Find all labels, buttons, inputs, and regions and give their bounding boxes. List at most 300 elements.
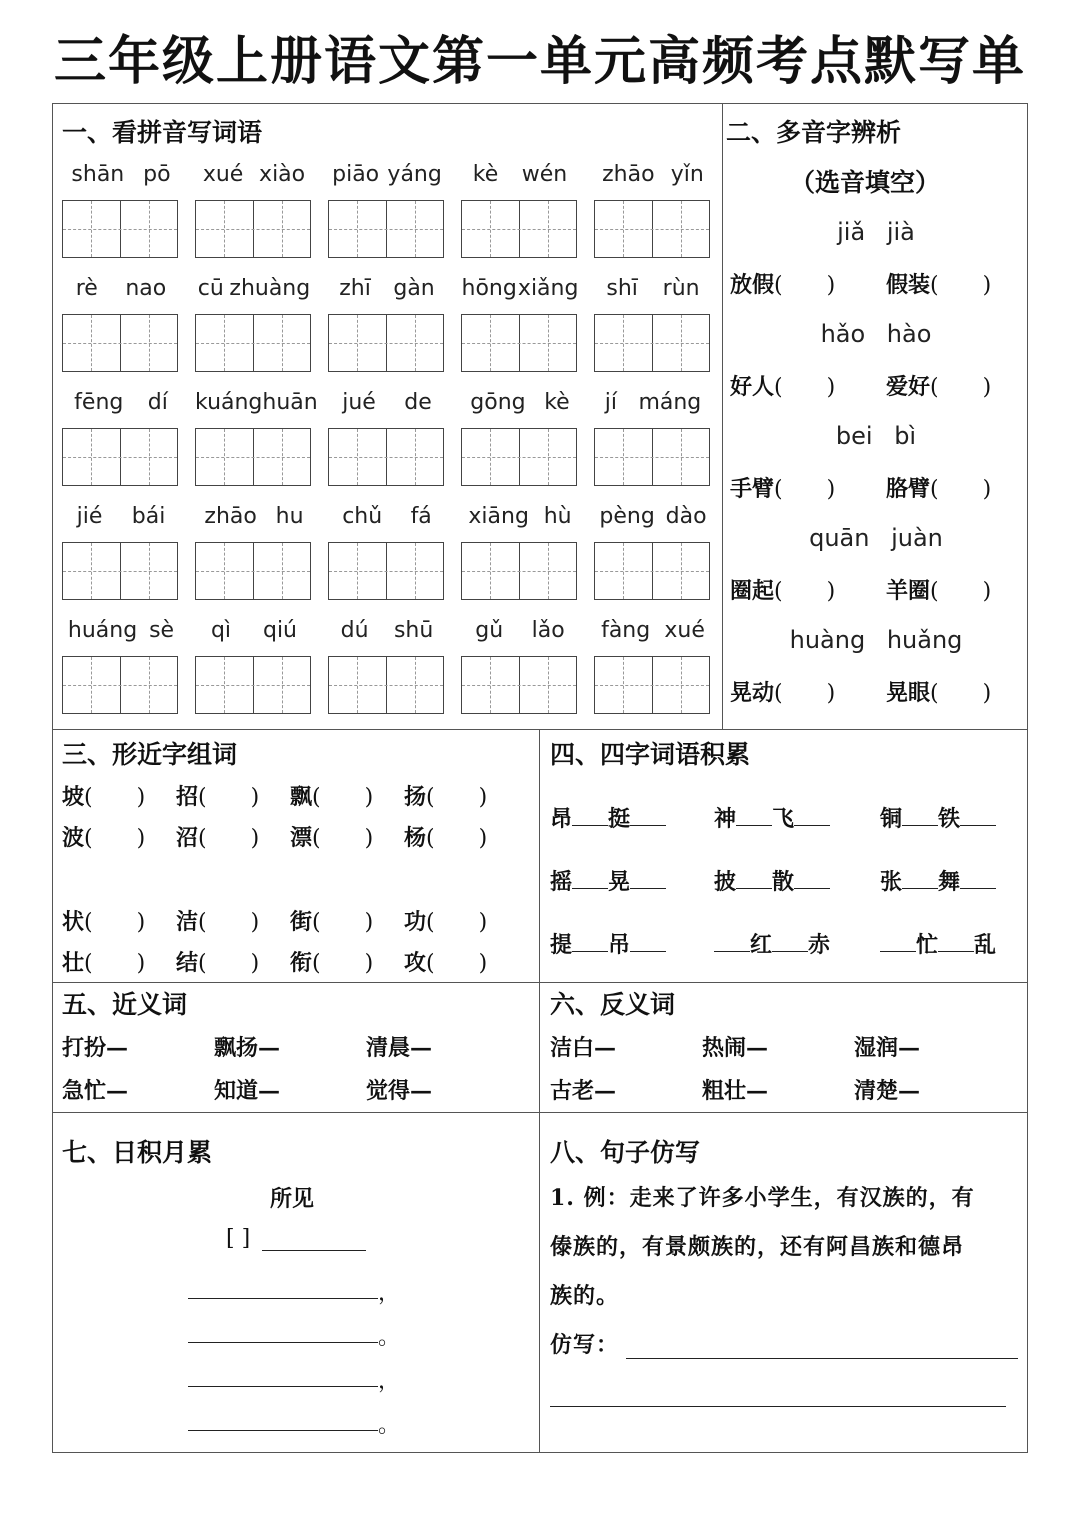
word-text: 爱好 — [886, 374, 931, 400]
answer-blank[interactable] — [714, 931, 750, 952]
writing-box[interactable] — [594, 428, 710, 486]
writing-box[interactable] — [594, 542, 710, 600]
char-item — [404, 780, 487, 811]
writing-box[interactable] — [62, 428, 178, 486]
pinyin-label — [195, 162, 313, 187]
idiom-item — [550, 928, 666, 959]
word-text: 湿润— — [854, 1035, 921, 1061]
writing-box[interactable] — [195, 200, 311, 258]
writing-box[interactable] — [62, 542, 178, 600]
idiom-item — [550, 865, 666, 896]
writing-box[interactable] — [62, 200, 178, 258]
answer-blank[interactable]: ( ) — [774, 477, 836, 502]
answer-blank[interactable] — [902, 805, 938, 826]
poem-line[interactable] — [188, 1386, 378, 1387]
word-text: 假装 — [886, 272, 931, 298]
pinyin-syllable: fēng — [74, 390, 124, 415]
word-text: 晃动 — [730, 680, 775, 706]
example-line-1: 1. 例：走来了许多小学生，有汉族的，有 — [550, 1185, 975, 1211]
author-bracket: [ ] — [226, 1226, 251, 1251]
writing-box[interactable] — [328, 542, 444, 600]
pinyin-label — [328, 162, 446, 187]
answer-blank[interactable] — [794, 805, 830, 826]
divider — [52, 1112, 1028, 1113]
pinyin-label — [328, 276, 446, 301]
word-b — [886, 268, 991, 299]
divider — [52, 982, 1028, 983]
word-item — [550, 1074, 616, 1105]
idiom-char: 披 — [714, 869, 737, 895]
char-text: 沼 — [176, 825, 199, 851]
pinyin-syllable: bái — [131, 504, 166, 529]
pinyin-syllable: yǐn — [670, 162, 704, 187]
answer-blank[interactable]: ( ) — [84, 951, 146, 976]
section-title: 八、句子仿写 — [550, 1138, 701, 1167]
guide-line — [329, 571, 443, 572]
pinyin-syllable: huān — [262, 390, 318, 415]
pinyin-label — [62, 618, 180, 643]
answer-blank[interactable]: ( ) — [198, 785, 260, 810]
answer-blank[interactable]: ( ) — [930, 579, 992, 604]
poem-author — [226, 1226, 250, 1251]
guide-line — [462, 343, 576, 344]
divider — [539, 729, 540, 1453]
word-text: 手臂 — [730, 476, 775, 502]
idiom-item — [880, 928, 996, 959]
idiom-item — [550, 802, 666, 833]
poem-line[interactable] — [188, 1430, 378, 1431]
pinyin-syllable: huáng — [67, 618, 138, 643]
pinyin-label — [328, 504, 446, 529]
section-title: 三、形近字组词 — [62, 740, 238, 769]
writing-box[interactable] — [461, 428, 577, 486]
answer-blank[interactable]: ( ) — [198, 826, 260, 851]
word-item — [702, 1031, 768, 1062]
pinyin-syllable: cū — [197, 276, 224, 301]
punctuation: ， — [378, 1281, 401, 1306]
page-title: 三年级上册语文第一单元高频考点默写单 — [53, 31, 1026, 92]
pinyin-syllable: piāo — [332, 162, 380, 187]
writing-box[interactable] — [461, 200, 577, 258]
pinyin-syllable: fàng — [601, 618, 651, 643]
guide-line — [63, 571, 177, 572]
idiom-char: 神 — [714, 806, 737, 832]
answer-blank[interactable]: ( ) — [930, 375, 992, 400]
pinyin-syllable: dú — [340, 618, 369, 643]
answer-blank[interactable]: ( ) — [930, 681, 992, 706]
writing-box[interactable] — [195, 656, 311, 714]
pinyin-syllable: jí — [604, 390, 617, 415]
punctuation: 。 — [378, 1413, 401, 1438]
answer-blank[interactable]: ( ) — [426, 910, 488, 935]
char-text: 洁 — [176, 909, 199, 935]
writing-box[interactable] — [195, 428, 311, 486]
idiom-char: 铁 — [938, 806, 961, 832]
answer-blank[interactable] — [736, 868, 772, 889]
section-title: 四、四字词语积累 — [550, 740, 751, 769]
pinyin-syllable: xiào — [259, 162, 306, 187]
answer-blank[interactable] — [572, 931, 608, 952]
char-text: 招 — [176, 784, 199, 810]
idiom-char: 赤 — [808, 932, 831, 958]
guide-line — [595, 571, 709, 572]
pinyin-label — [328, 618, 446, 643]
pinyin-syllable: qiú — [262, 618, 298, 643]
imitate-label: 仿写： — [550, 1332, 620, 1358]
poem-title: 所见 — [270, 1186, 315, 1212]
pinyin-label — [461, 390, 579, 415]
guide-line — [63, 685, 177, 686]
pinyin-syllable: sè — [149, 618, 175, 643]
pinyin-syllable: hu — [275, 504, 304, 529]
pinyin-syllable: gàn — [393, 276, 435, 301]
word-text: 粗壮— — [702, 1078, 769, 1104]
char-text: 坡 — [62, 784, 85, 810]
pinyin-syllable: xué — [202, 162, 244, 187]
word-text: 热闹— — [702, 1035, 769, 1061]
idiom-item — [880, 802, 996, 833]
answer-blank[interactable] — [794, 868, 830, 889]
word-b — [886, 574, 991, 605]
pinyin-label — [461, 618, 579, 643]
answer-blank[interactable]: ( ) — [930, 273, 992, 298]
section-title: 六、反义词 — [550, 990, 676, 1019]
pinyin-label — [62, 504, 180, 529]
word-a — [730, 472, 835, 503]
char-text: 飘 — [290, 784, 313, 810]
word-text: 圈起 — [730, 578, 775, 604]
guide-line — [329, 343, 443, 344]
word-text: 胳臂 — [886, 476, 931, 502]
guide-line — [63, 457, 177, 458]
pinyin-syllable: hōng — [461, 276, 517, 301]
answer-blank[interactable] — [960, 868, 996, 889]
writing-box[interactable] — [461, 314, 577, 372]
word-a — [730, 676, 835, 707]
punctuation: ， — [378, 1369, 401, 1394]
pinyin-syllable: gǔ — [475, 618, 504, 643]
char-item — [290, 780, 373, 811]
guide-line — [196, 571, 310, 572]
pinyin-syllable: jué — [342, 390, 376, 415]
pinyin-label — [594, 390, 712, 415]
pinyin-syllable: chǔ — [342, 504, 383, 529]
char-item — [62, 905, 145, 936]
pinyin-syllable: hù — [543, 504, 572, 529]
example-line-2: 傣族的，有景颇族的，还有阿昌族和德昂 — [550, 1234, 965, 1260]
pinyin-syllable: kè — [472, 162, 499, 187]
idiom-char: 昂 — [550, 806, 573, 832]
pinyin-syllable: fá — [410, 504, 432, 529]
pinyin-label — [594, 276, 712, 301]
word-text: 急忙— — [62, 1078, 129, 1104]
char-text: 结 — [176, 950, 199, 976]
pinyin-syllable: gōng — [470, 390, 526, 415]
writing-box[interactable] — [328, 428, 444, 486]
word-text: 觉得— — [366, 1078, 433, 1104]
answer-blank[interactable]: ( ) — [774, 375, 836, 400]
pinyin-syllable: shān — [71, 162, 125, 187]
pinyin-label — [195, 390, 318, 415]
answer-blank[interactable]: ( ) — [930, 477, 992, 502]
guide-line — [196, 685, 310, 686]
pinyin-label — [195, 504, 313, 529]
pinyin-syllable: zhāo — [204, 504, 257, 529]
idiom-char: 舞 — [938, 869, 961, 895]
answer-blank[interactable] — [880, 931, 916, 952]
guide-line — [196, 343, 310, 344]
writing-box[interactable] — [62, 656, 178, 714]
guide-line — [329, 229, 443, 230]
answer-blank[interactable] — [572, 805, 608, 826]
char-item — [176, 780, 259, 811]
char-text: 杨 — [404, 825, 427, 851]
pinyin-label — [461, 276, 579, 301]
pinyin-syllable: pō — [143, 162, 171, 187]
pinyin-syllable: dào — [665, 504, 707, 529]
idiom-char: 红 — [750, 932, 773, 958]
char-item — [290, 946, 373, 977]
pinyin-syllable: xiāng — [468, 504, 529, 529]
pinyin-options: huàng huǎng — [789, 626, 963, 654]
answer-blank[interactable] — [630, 931, 666, 952]
answer-blank[interactable]: ( ) — [312, 785, 374, 810]
answer-blank[interactable] — [630, 805, 666, 826]
answer-blank[interactable]: ( ) — [426, 826, 488, 851]
example-line-3: 族的。 — [550, 1283, 620, 1309]
imitate-line-1[interactable] — [626, 1358, 1018, 1359]
answer-blank[interactable]: ( ) — [312, 951, 374, 976]
guide-line — [63, 229, 177, 230]
pinyin-syllable: jié — [76, 504, 103, 529]
word-b — [886, 370, 991, 401]
pinyin-label — [62, 276, 180, 301]
pinyin-syllable: dí — [147, 390, 168, 415]
divider — [52, 729, 1028, 730]
pinyin-options: quān juàn — [809, 524, 943, 552]
word-text: 清晨— — [366, 1035, 433, 1061]
pinyin-syllable: yáng — [387, 162, 442, 187]
pinyin-syllable: pèng — [599, 504, 655, 529]
writing-box[interactable] — [594, 200, 710, 258]
answer-blank[interactable]: ( ) — [84, 910, 146, 935]
char-text: 衔 — [290, 950, 313, 976]
subtitle-text: （选音填空） — [790, 168, 941, 197]
word-b — [886, 676, 991, 707]
answer-blank[interactable]: ( ) — [312, 826, 374, 851]
word-item — [366, 1031, 432, 1062]
pinyin-options: jiǎ jià — [837, 218, 915, 246]
guide-line — [196, 457, 310, 458]
answer-blank[interactable]: ( ) — [426, 951, 488, 976]
answer-blank[interactable] — [572, 868, 608, 889]
word-text: 知道— — [214, 1078, 281, 1104]
word-text: 晃眼 — [886, 680, 931, 706]
answer-blank[interactable] — [772, 931, 808, 952]
idiom-char: 张 — [880, 869, 903, 895]
word-item — [214, 1031, 280, 1062]
guide-line — [595, 457, 709, 458]
pinyin-label — [594, 618, 712, 643]
pinyin-syllable: rè — [75, 276, 98, 301]
answer-blank[interactable] — [736, 805, 772, 826]
writing-box[interactable] — [461, 542, 577, 600]
char-item — [404, 905, 487, 936]
pinyin-syllable: kè — [544, 390, 570, 415]
writing-box[interactable] — [461, 656, 577, 714]
pinyin-label — [195, 618, 313, 643]
guide-line — [595, 685, 709, 686]
pinyin-label — [62, 162, 180, 187]
char-item — [176, 946, 259, 977]
guide-line — [329, 457, 443, 458]
punctuation: 。 — [378, 1325, 401, 1350]
char-item — [62, 821, 145, 852]
pinyin-label — [195, 276, 313, 301]
guide-line — [462, 457, 576, 458]
char-item — [404, 946, 487, 977]
writing-box[interactable] — [62, 314, 178, 372]
guide-line — [595, 229, 709, 230]
pinyin-label — [461, 162, 579, 187]
answer-blank[interactable]: ( ) — [774, 681, 836, 706]
char-text: 攻 — [404, 950, 427, 976]
answer-blank[interactable]: ( ) — [426, 785, 488, 810]
idiom-item — [880, 865, 996, 896]
pinyin-syllable: de — [404, 390, 432, 415]
word-item — [854, 1074, 920, 1105]
writing-box[interactable] — [328, 314, 444, 372]
word-text: 飘扬— — [214, 1035, 281, 1061]
word-text: 古老— — [550, 1078, 617, 1104]
answer-blank[interactable] — [630, 868, 666, 889]
guide-line — [462, 685, 576, 686]
answer-blank[interactable] — [960, 805, 996, 826]
char-text: 扬 — [404, 784, 427, 810]
idiom-char: 晃 — [608, 869, 631, 895]
section-subtitle — [790, 168, 940, 198]
word-text: 洁白— — [550, 1035, 617, 1061]
writing-box[interactable] — [195, 314, 311, 372]
guide-line — [462, 571, 576, 572]
pinyin-syllable: qì — [210, 618, 232, 643]
answer-blank[interactable]: ( ) — [312, 910, 374, 935]
writing-box[interactable] — [328, 200, 444, 258]
char-text: 壮 — [62, 950, 85, 976]
pinyin-syllable: máng — [638, 390, 702, 415]
pinyin-syllable: zhāo — [602, 162, 655, 187]
pinyin-label — [594, 162, 712, 187]
pinyin-syllable: xiǎng — [517, 276, 579, 301]
guide-line — [462, 229, 576, 230]
divider — [722, 103, 723, 730]
idiom-char: 提 — [550, 932, 573, 958]
idiom-char: 散 — [772, 869, 795, 895]
answer-blank[interactable]: ( ) — [198, 910, 260, 935]
answer-blank[interactable]: ( ) — [84, 785, 146, 810]
char-item — [290, 905, 373, 936]
idiom-item — [714, 865, 830, 896]
char-text: 状 — [62, 909, 85, 935]
pinyin-syllable: wén — [521, 162, 568, 187]
idiom-item — [714, 802, 830, 833]
author-line[interactable] — [262, 1250, 366, 1251]
section-title: 五、近义词 — [62, 990, 188, 1019]
idiom-char: 乱 — [974, 932, 997, 958]
char-item — [62, 780, 145, 811]
char-text: 漂 — [290, 825, 313, 851]
answer-blank[interactable]: ( ) — [198, 951, 260, 976]
word-a — [730, 574, 835, 605]
section-title: 二、多音字辨析 — [726, 118, 902, 147]
char-item — [290, 821, 373, 852]
char-item — [62, 946, 145, 977]
word-a — [730, 370, 835, 401]
poem-line[interactable] — [188, 1342, 378, 1343]
answer-blank[interactable] — [902, 868, 938, 889]
pinyin-syllable: lǎo — [531, 618, 565, 643]
writing-box[interactable] — [195, 542, 311, 600]
word-text: 打扮— — [62, 1035, 129, 1061]
word-a — [730, 268, 835, 299]
word-text: 放假 — [730, 272, 775, 298]
word-item — [366, 1074, 432, 1105]
answer-blank[interactable]: ( ) — [774, 273, 836, 298]
word-item — [702, 1074, 768, 1105]
pinyin-syllable: shī — [606, 276, 638, 301]
char-text: 街 — [290, 909, 313, 935]
idiom-char: 铜 — [880, 806, 903, 832]
pinyin-syllable: shū — [393, 618, 434, 643]
char-text: 功 — [404, 909, 427, 935]
example-sentence — [550, 1174, 1020, 1370]
char-item — [404, 821, 487, 852]
pinyin-syllable: xué — [664, 618, 705, 643]
writing-box[interactable] — [328, 656, 444, 714]
word-text: 羊圈 — [886, 578, 931, 604]
pinyin-syllable: nao — [125, 276, 167, 301]
poem-line[interactable] — [188, 1298, 378, 1299]
answer-blank[interactable]: ( ) — [774, 579, 836, 604]
section-title: 一、看拼音写词语 — [62, 118, 263, 147]
pinyin-label — [594, 504, 712, 529]
pinyin-options: bei bì — [835, 422, 917, 450]
char-item — [176, 821, 259, 852]
char-text: 波 — [62, 825, 85, 851]
word-item — [62, 1074, 128, 1105]
section-title: 七、日积月累 — [62, 1138, 213, 1167]
pinyin-syllable: zhuàng — [229, 276, 311, 301]
pinyin-label — [62, 390, 180, 415]
word-text: 清楚— — [854, 1078, 921, 1104]
guide-line — [329, 685, 443, 686]
word-b — [886, 472, 991, 503]
imitate-line-2[interactable] — [550, 1406, 1006, 1407]
writing-box[interactable] — [594, 314, 710, 372]
word-item — [550, 1031, 616, 1062]
writing-box[interactable] — [594, 656, 710, 714]
idiom-char: 吊 — [608, 932, 631, 958]
pinyin-syllable: zhī — [339, 276, 371, 301]
word-text: 好人 — [730, 374, 775, 400]
idiom-char: 摇 — [550, 869, 573, 895]
pinyin-options: hǎo hào — [820, 320, 932, 348]
answer-blank[interactable] — [938, 931, 974, 952]
idiom-char: 飞 — [772, 806, 795, 832]
guide-line — [595, 343, 709, 344]
answer-blank[interactable]: ( ) — [84, 826, 146, 851]
idiom-char: 忙 — [916, 932, 939, 958]
